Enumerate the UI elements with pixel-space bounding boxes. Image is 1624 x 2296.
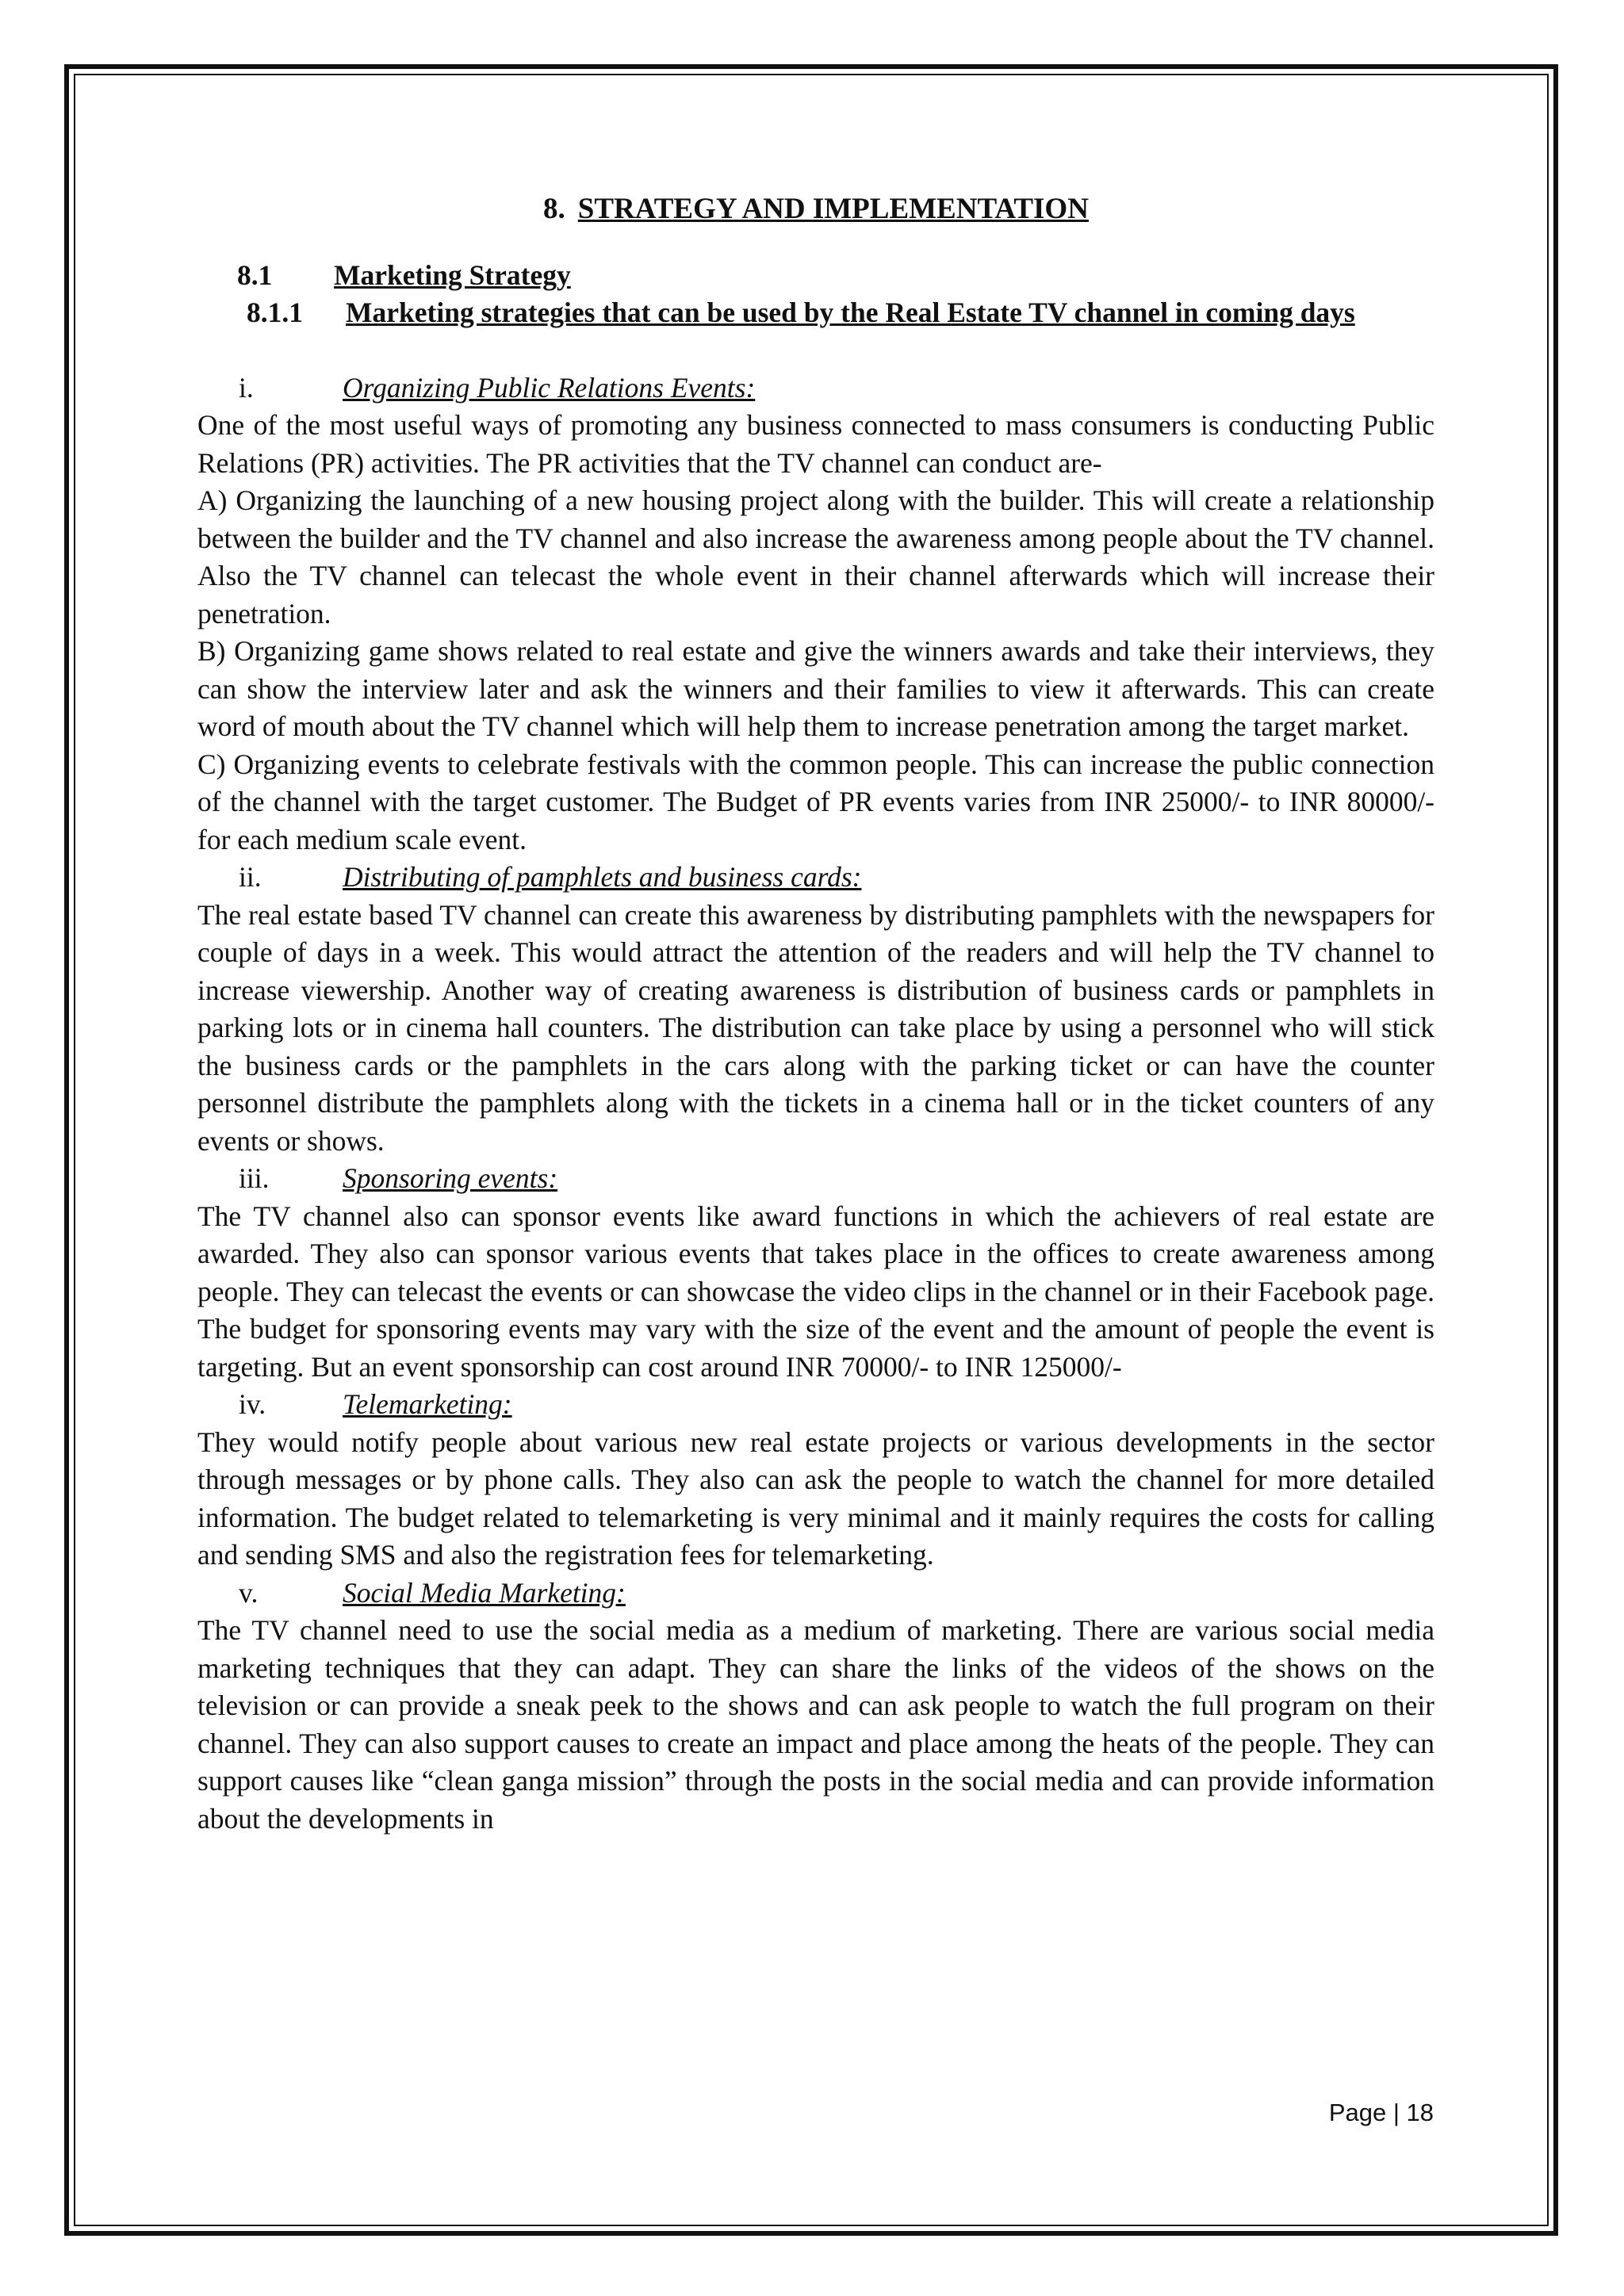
- list-item-heading: [239, 1575, 1434, 1613]
- section-number: 8.1: [237, 258, 273, 291]
- item-numeral: iv.: [239, 1388, 266, 1420]
- paragraph: A) Organizing the launching of a new housing project along with the builder. This will create a relationship between the builder and the TV channel and also increase the awareness among people about the TV channel. Also the TV channel can telecast the whole event in their channel afterwards which will increase their penetration.: [197, 484, 1434, 629]
- list-item-heading: [239, 859, 1434, 897]
- chapter-number: 8.: [543, 193, 565, 225]
- section-heading: [237, 257, 1434, 295]
- paragraph: The TV channel also can sponsor events like award functions in which the achievers of real estate are awarded. They also can sponsor various events that takes place in the offices to create awareness among people. They can telecast the events or can showcase the video clips in the channel or in their Facebook page. The budget for sponsoring events may vary with the size of the event and the amount of people the event is targeting. But an event sponsorship can cost around INR 70000/- to INR 125000/-: [197, 1200, 1434, 1383]
- chapter-title: STRATEGY AND IMPLEMENTATION: [577, 193, 1089, 225]
- item-title: Distributing of pamphlets and business cards:: [343, 861, 862, 893]
- subsection-heading: [247, 294, 1434, 332]
- paragraph: C) Organizing events to celebrate festivals with the common people. This can increase the public connection of the channel with the target customer. The Budget of PR events varies from INR 25000/- to INR 80000/- for each medium scale event.: [197, 748, 1434, 855]
- chapter-heading: [197, 190, 1434, 228]
- document-page: [197, 190, 1434, 1838]
- item-numeral: v.: [239, 1576, 259, 1609]
- item-numeral: iii.: [239, 1162, 270, 1194]
- section-title: Marketing Strategy: [334, 258, 571, 291]
- item-title: Sponsoring events:: [343, 1162, 558, 1194]
- list-item-heading: [239, 1386, 1434, 1424]
- page-number: Page | 18: [1328, 2099, 1434, 2126]
- list-item-heading: [239, 1160, 1434, 1198]
- item-title: Organizing Public Relations Events:: [343, 371, 756, 404]
- subsection-title: Marketing strategies that can be used by the Real Estate TV channel in coming days: [346, 297, 1355, 328]
- item-title: Telemarketing:: [343, 1388, 512, 1420]
- item-title: Social Media Marketing:: [343, 1576, 626, 1609]
- paragraph: They would notify people about various new real estate projects or various developments in the sector through messages or by phone calls. They also can ask the people to watch the channel for more detailed information. The budget related to telemarketing is very minimal and it mainly requires the costs for calling and sending SMS and also the registration fees for telemarketing.: [197, 1425, 1434, 1571]
- item-numeral: i.: [239, 371, 254, 404]
- item-numeral: ii.: [239, 861, 262, 893]
- list-item-heading: [239, 369, 1434, 408]
- paragraph: The TV channel need to use the social media as a medium of marketing. There are various social media marketing techniques that they can adapt. They can share the links of the videos of the shows on the television or can provide a sneak peek to the shows and can ask people to watch the full program on their channel. They can also support causes to create an impact and place among the heats of the people. They can support causes like “clean ganga mission” through the posts in the social media and can provide information about the developments in: [197, 1614, 1434, 1835]
- paragraph: One of the most useful ways of promoting any business connected to mass consumers is conducting Public Relations (PR) activities. The PR activities that the TV channel can conduct are-: [197, 409, 1434, 479]
- paragraph: The real estate based TV channel can create this awareness by distributing pamphlets with the newspapers for couple of days in a week. This would attract the attention of the readers and will help the TV channel to increase viewership. Another way of creating awareness is distribution of business cards or pamphlets in parking lots or in cinema hall counters. The distribution can take place by using a personnel who will stick the business cards or the pamphlets in the cars along with the parking ticket or can have the counter personnel distribute the pamphlets along with the tickets in a cinema hall or in the ticket counters of any events or shows.: [197, 898, 1434, 1157]
- subsection-number: 8.1.1: [247, 297, 303, 328]
- paragraph: B) Organizing game shows related to real estate and give the winners awards and take their interviews, they can show the interview later and ask the winners and their families to view it afterwards. This can create word of mouth about the TV channel which will help them to increase penetration among the target market.: [197, 635, 1434, 742]
